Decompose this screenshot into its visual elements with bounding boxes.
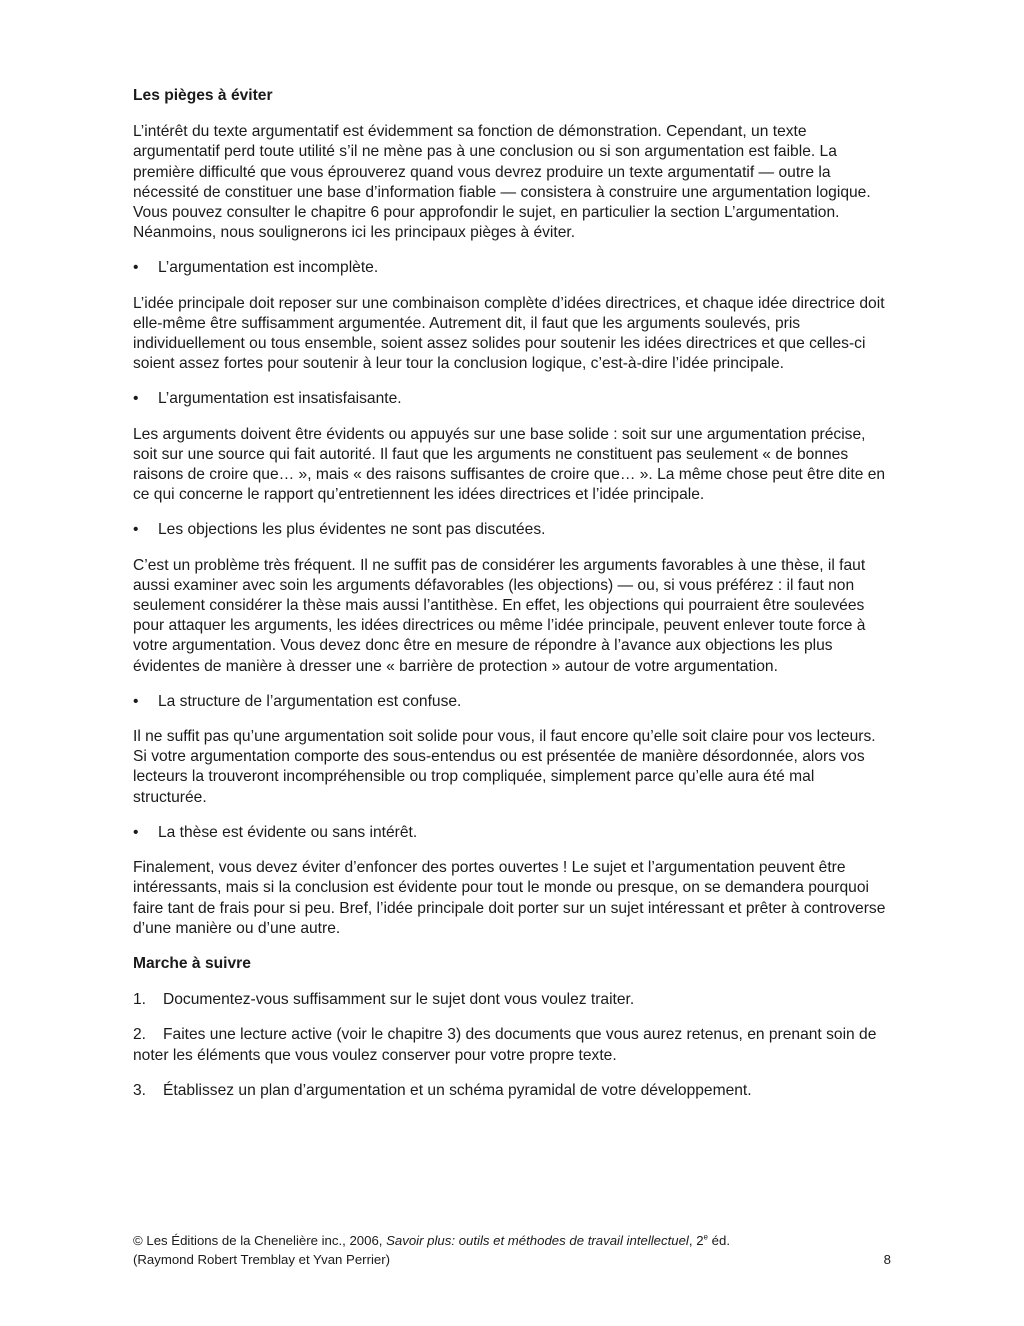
- step-number: 2.: [133, 1026, 147, 1044]
- pitfall-paragraph: Les arguments doivent être évidents ou appuyés sur une base solide : soit sur une argumentation précise, soit sur une source qui fait autorité. Il faut que les arguments ne constituent pas seulement « de bonnes raisons de croire que… », mais « des raisons suffisantes de croire que… ». La même chose peut être dite en ce qui concerne le rapport qu’entretiennent les idées directrices et l’idée principale.: [133, 425, 886, 504]
- bullet-mark: •: [133, 692, 139, 710]
- bullet-mark: •: [133, 521, 139, 539]
- book-title: Savoir plus: outils et méthodes de travail intellectuel: [386, 1233, 689, 1248]
- pitfall-paragraph: Finalement, vous devez éviter d’enfoncer des portes ouvertes ! Le sujet et l’argumentation peuvent être intéressants, mais si la conclusion est évidente pour tout le monde ou presque, on se demandera pourquoi faire tant de frais pour si peu. Bref, l’idée principale doit porter sur un sujet intéressant et prêter à controverse d’une manière ou d’une autre.: [133, 859, 886, 937]
- authors: (Raymond Robert Tremblay et Yvan Perrier): [133, 1251, 391, 1267]
- bullet-text: La thèse est évidente ou sans intérêt.: [158, 823, 418, 841]
- intro-paragraph: L’intérêt du texte argumentatif est évidemment sa fonction de démonstration. Cependant, un texte argumentatif perd toute utilité s’il ne mène pas à une conclusion ou si son argumentation est faible. La première difficulté que vous éprouverez quand vous devrez produire un texte argumentatif — outre la nécessité de constituer une base d’information fiable — consistera à construire une argumentation logique. Vous pouvez consulter le chapitre 6 pour approfondir le sujet, en particulier la section L’argumentation. Néanmoins, nous soulignerons ici les principaux pièges à éviter.: [133, 123, 871, 242]
- bullet-item: [133, 692, 891, 712]
- bullet-mark: •: [133, 823, 139, 841]
- bullet-item: [133, 258, 891, 278]
- step-text: Faites une lecture active (voir le chapitre 3) des documents que vous aurez retenus, en prenant soin de noter les éléments que vous voulez conserver pour votre propre texte.: [133, 1026, 877, 1064]
- document-body: [133, 86, 891, 1116]
- bullet-text: Les objections les plus évidentes ne sont pas discutées.: [158, 521, 546, 539]
- copyright-prefix: © Les Éditions de la Chenelière inc., 2006,: [133, 1233, 383, 1248]
- step-text: Établissez un plan d’argumentation et un schéma pyramidal de votre développement.: [163, 1081, 752, 1099]
- bullet-text: L’argumentation est insatisfaisante.: [158, 390, 402, 408]
- step-item: [133, 1081, 891, 1101]
- step-text: Documentez-vous suffisamment sur le sujet dont vous voulez traiter.: [163, 991, 635, 1009]
- pitfall-paragraph: L’idée principale doit reposer sur une combinaison complète d’idées directrices, et chaque idée directrice doit elle-même être suffisamment argumentée. Autrement dit, il faut que les arguments soulevés, pris individuellement ou tous ensemble, soient assez solides pour soutenir les idées directrices et que celles-ci soient assez fortes pour soutenir à leur tour la conclusion logique, c’est-à-dire l’idée principale.: [133, 294, 885, 373]
- bullet-text: La structure de l’argumentation est confuse.: [158, 692, 462, 710]
- step-number: 1.: [133, 991, 147, 1009]
- bullet-mark: •: [133, 390, 139, 408]
- step-number: 3.: [133, 1081, 147, 1099]
- section-heading-steps: Marche à suivre: [133, 954, 251, 972]
- pitfall-paragraph: C’est un problème très fréquent. Il ne suffit pas de considérer les arguments favorables à une thèse, il faut aussi examiner avec soin les arguments défavorables (les objections) — ou, si vous préférez : il faut non seulement considérer la thèse mais aussi l’antithèse. En effet, les objections qui pourraient être soulevées pour attaquer les arguments, les idées directrices ou même l’idée principale, peuvent enlever toute force à votre argumentation. Vous devez donc être en mesure de répondre à l’avance aux objections les plus évidentes de manière à dresser une « barrière de protection » autour de votre argumentation.: [133, 556, 866, 675]
- step-item: [133, 1025, 891, 1065]
- footer-row: [133, 1251, 891, 1270]
- bullet-item: [133, 823, 891, 843]
- page-footer: [133, 1232, 891, 1269]
- pitfall-paragraph: Il ne suffit pas qu’une argumentation soit solide pour vous, il faut encore qu’elle soit claire pour vos lecteurs. Si votre argumentation comporte des sous-entendus ou est présentée de manière désordonnée, alors vos lecteurs la trouveront incompréhensible ou trop compliquée, simplement parce qu’elle aura été mal structurée.: [133, 728, 876, 806]
- bullet-item: [133, 389, 891, 409]
- edition-suffix: éd.: [708, 1233, 730, 1248]
- edition-superscript: e: [703, 1232, 708, 1242]
- edition-number: , 2: [688, 1233, 704, 1248]
- step-item: [133, 990, 891, 1010]
- section-heading-pitfalls: Les pièges à éviter: [133, 87, 273, 104]
- bullet-text: L’argumentation est incomplète.: [158, 259, 379, 277]
- page-number: 8: [883, 1251, 891, 1267]
- bullet-item: [133, 520, 891, 540]
- copyright-line: [133, 1232, 891, 1251]
- bullet-mark: •: [133, 259, 139, 277]
